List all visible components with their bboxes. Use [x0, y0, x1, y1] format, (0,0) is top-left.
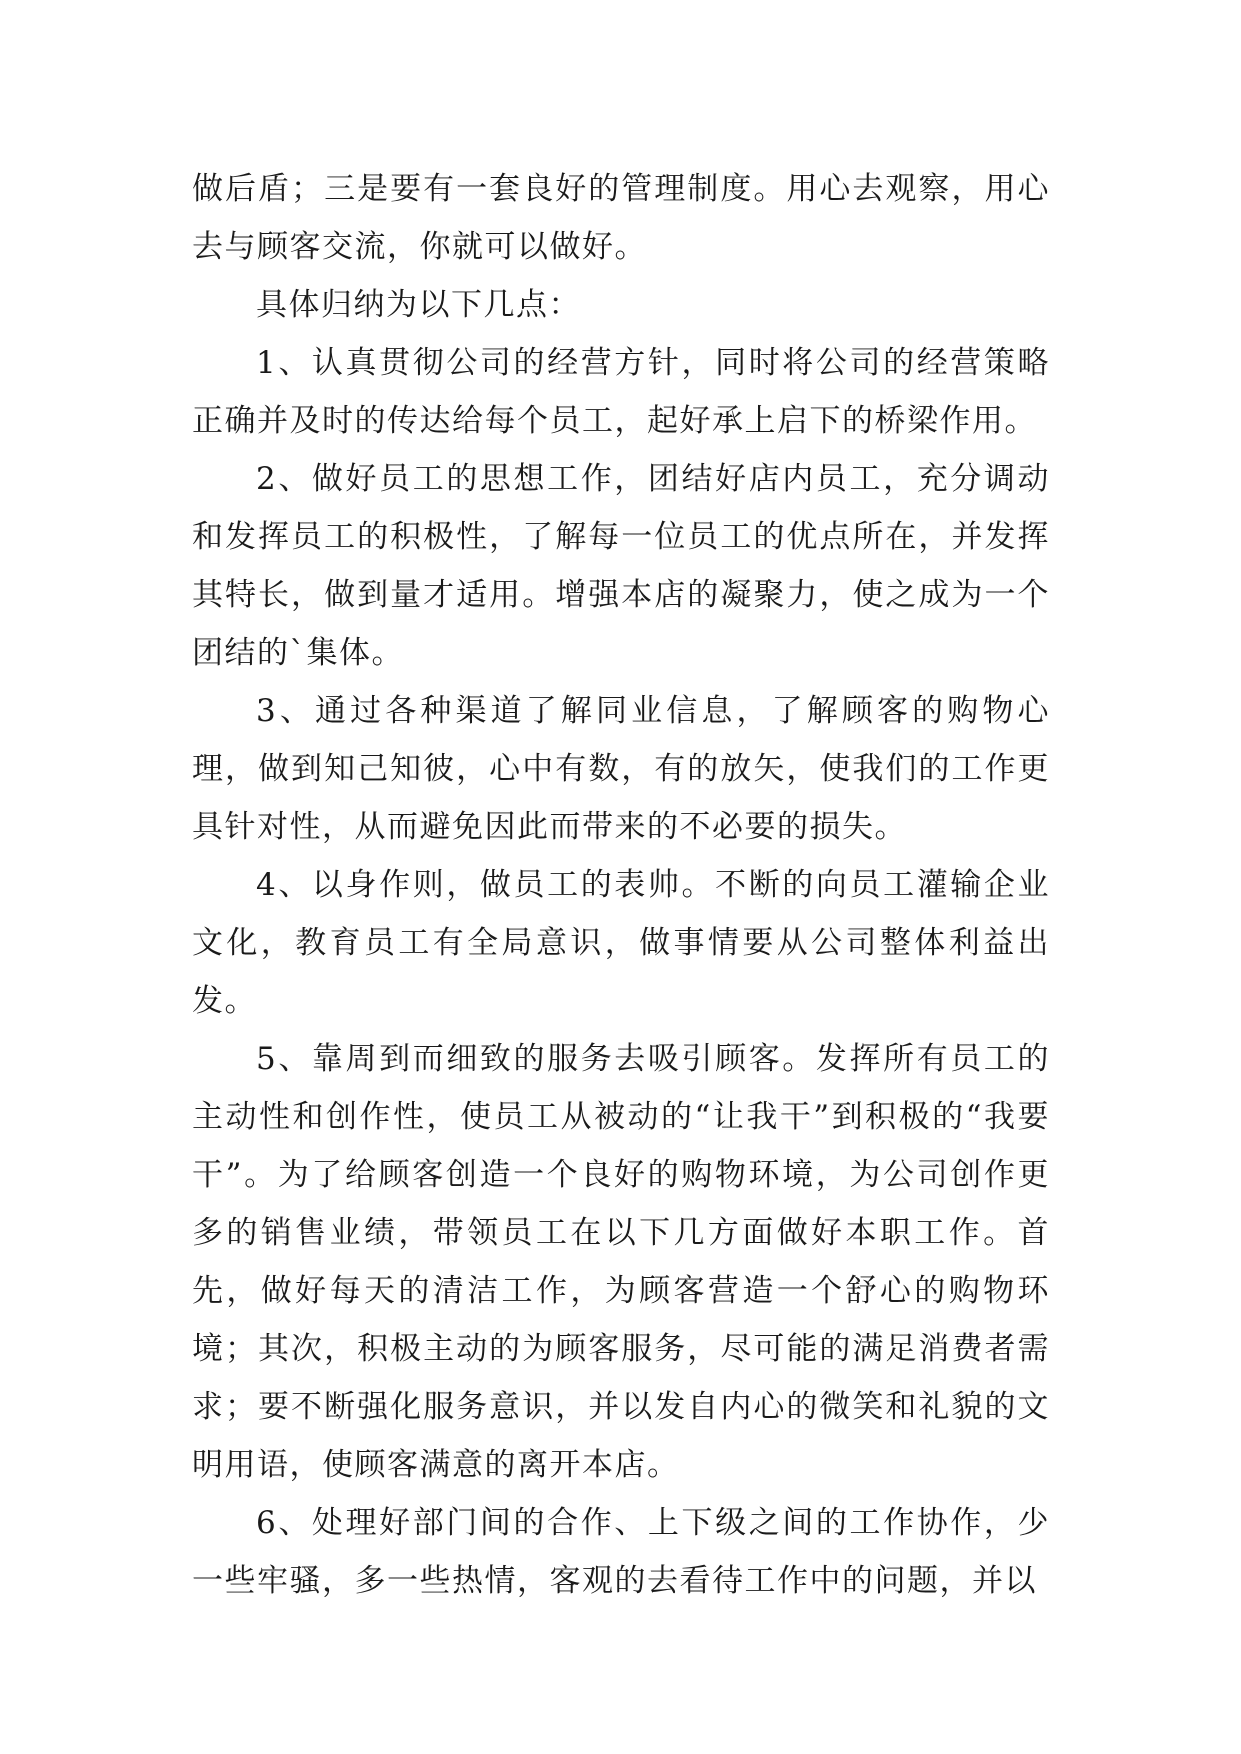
paragraph-point-6: 6、处理好部门间的合作、上下级之间的工作协作，少一些牢骚，多一些热情，客观的去看待工作中的问题，并以: [192, 1505, 1050, 1599]
document-body: [192, 160, 1050, 1610]
paragraph-point-1: 1、认真贯彻公司的经营方针，同时将公司的经营策略正确并及时的传达给每个员工，起好承上启下的桥梁作用。: [192, 345, 1050, 439]
paragraph-point-2: 2、做好员工的思想工作，团结好店内员工，充分调动和发挥员工的积极性，了解每一位员工的优点所在，并发挥其特长，做到量才适用。增强本店的凝聚力，使之成为一个团结的`集体。: [192, 461, 1050, 671]
paragraph-intro: 具体归纳为以下几点：: [256, 287, 581, 323]
paragraph-point-4: 4、以身作则，做员工的表帅。不断的向员工灌输企业文化，教育员工有全局意识，做事情要从公司整体利益出发。: [192, 867, 1050, 1019]
paragraph-continuation: 做后盾；三是要有一套良好的管理制度。用心去观察，用心去与顾客交流，你就可以做好。: [192, 171, 1050, 265]
paragraph-point-5: 5、靠周到而细致的服务去吸引顾客。发挥所有员工的主动性和创作性，使员工从被动的“让我干”到积极的“我要干”。为了给顾客创造一个良好的购物环境，为公司创作更多的销售业绩，带领员工在以下几方面做好本职工作。首先，做好每天的清洁工作，为顾客营造一个舒心的购物环境；其次，积极主动的为顾客服务，尽可能的满足消费者需求；要不断强化服务意识，并以发自内心的微笑和礼貌的文明用语，使顾客满意的离开本店。: [192, 1041, 1050, 1483]
paragraph-point-3: 3、通过各种渠道了解同业信息，了解顾客的购物心理，做到知己知彼，心中有数，有的放矢，使我们的工作更具针对性，从而避免因此而带来的不必要的损失。: [192, 693, 1050, 845]
